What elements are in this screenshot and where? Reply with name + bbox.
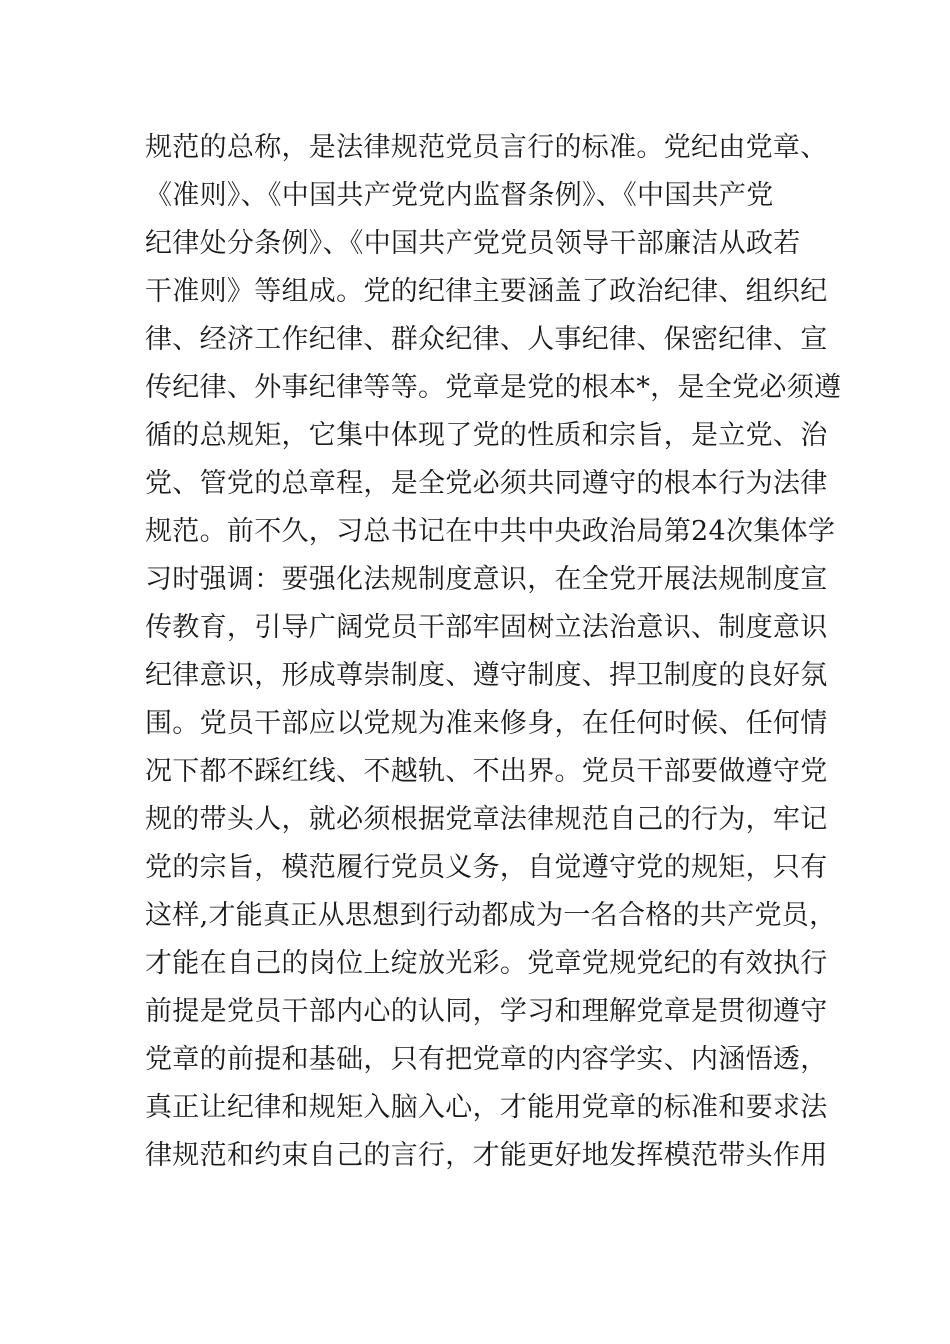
text-line: 律规范和约束自己的言行，才能更好地发挥模范带头作用 <box>145 1140 828 1171</box>
text-line: 《准则》、《中国共产党党内监督条例》、《中国共产党 <box>145 180 774 211</box>
text-line: 党章的前提和基础，只有把党章的内容学实、内涵悟透， <box>145 1044 828 1075</box>
text-line: 规范。前不久，习总书记在中共中央政治局第24次集体学 <box>145 516 836 547</box>
text-line: 纪律意识，形成尊崇制度、遵守制度、捍卫制度的良好氛 <box>145 660 828 691</box>
body-text <box>145 124 842 1180</box>
text-line: 党、管党的总章程，是全党必须共同遵守的根本行为法律 <box>145 468 828 499</box>
text-line: 纪律处分条例》、《中国共产党党员领导干部廉洁从政若 <box>145 228 801 259</box>
text-line: 传纪律、外事纪律等等。党章是党的根本*，是全党必须遵 <box>145 372 842 403</box>
text-line: 规范的总称，是法律规范党员言行的标准。党纪由党章、 <box>145 132 828 163</box>
text-line: 真正让纪律和规矩入脑入心，才能用党章的标准和要求法 <box>145 1092 828 1123</box>
text-line: 循的总规矩，它集中体现了党的性质和宗旨，是立党、治 <box>145 420 828 451</box>
text-line: 传教育，引导广阔党员干部牢固树立法治意识、制度意识 <box>145 612 828 643</box>
text-line: 才能在自己的岗位上绽放光彩。党章党规党纪的有效执行 <box>145 948 828 979</box>
text-line: 围。党员干部应以党规为准来修身，在任何时候、任何情 <box>145 708 828 739</box>
text-line: 况下都不踩红线、不越轨、不出界。党员干部要做遵守党 <box>145 756 828 787</box>
text-line: 习时强调：要强化法规制度意识，在全党开展法规制度宣 <box>145 564 828 595</box>
text-line: 党的宗旨，模范履行党员义务，自觉遵守党的规矩，只有 <box>145 852 828 883</box>
text-line: 前提是党员干部内心的认同，学习和理解党章是贯彻遵守 <box>145 996 828 1027</box>
text-line: 规的带头人，就必须根据党章法律规范自己的行为，牢记 <box>145 804 828 835</box>
text-line: 这样,才能真正从思想到行动都成为一名合格的共产党员， <box>145 900 837 931</box>
text-line: 律、经济工作纪律、群众纪律、人事纪律、保密纪律、宣 <box>145 324 828 355</box>
text-line: 干准则》等组成。党的纪律主要涵盖了政治纪律、组织纪 <box>145 276 828 307</box>
